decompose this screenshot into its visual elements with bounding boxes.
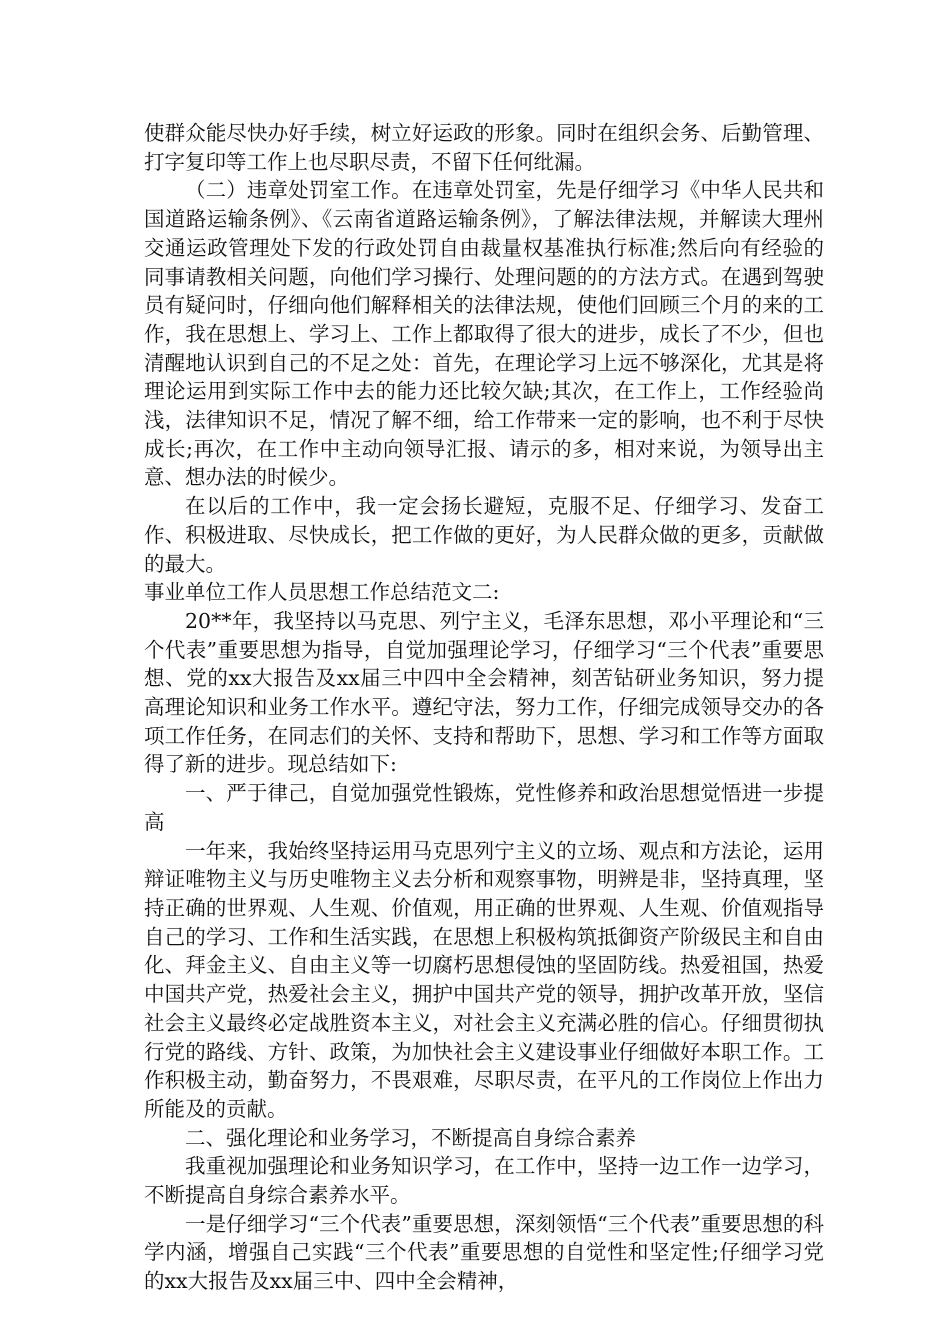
paragraph-penalty-office: （二）违章处罚室工作。在违章处罚室，先是仔细学习《中华人民共和国道路运输条例》、《云南省道路运输条例》，了解法律法规，并解读大理州交通运政管理处下发的行政处罚自由裁量权基准执行标准;然后向有经验的同事请教相关问题，向他们学习操行、处理问题的的方法方式。在遇到驾驶员有疑问时，仔细向他们解释相关的法律法规，使他们回顾三个月的来的工作，我在思想上、学习上、工作上都取得了很大的进步，成长了不少，但也清醒地认识到自己的不足之处：首先，在理论学习上远不够深化，尤其是将理论运用到实际工作中去的能力还比较欠缺;其次，在工作上，工作经验尚浅，法律知识不足，情况了解不细，给工作带来一定的影响，也不利于尽快成长;再次，在工作中主动向领导汇报、请示的多，相对来说，为领导出主意、想办法的时候少。 bbox=[144, 178, 824, 490]
heading-point-one: 一、严于律己，自觉加强党性锻炼，党性修养和政治思想觉悟进一步提高 bbox=[144, 781, 824, 834]
heading-point-two: 二、强化理论和业务学习，不断提高自身综合素养 bbox=[185, 1125, 636, 1150]
section-heading-sample-two: 事业单位工作人员思想工作总结范文二: bbox=[144, 580, 500, 605]
paragraph-point-two-first: 一是仔细学习“三个代表”重要思想，深刻领悟“三个代表”重要思想的科学内涵，增强自己实践“三个代表”重要思想的自觉性和坚定性;仔细学习党的xx大报告及xx届三中、四中全会精神， bbox=[144, 1211, 824, 1294]
paragraph-year-summary: 20**年，我坚持以马克思、列宁主义，毛泽东思想，邓小平理论和“三个代表”重要思想为指导，自觉加强理论学习，仔细学习“三个代表”重要思想、党的xx大报告及xx届三中四中全会精神，刻苦钻研业务知识，努力提高理论知识和业务工作水平。遵纪守法，努力工作，仔细完成领导交办的各项工作任务，在同志们的关怀、支持和帮助下，思想、学习和工作等方面取得了新的进步。现总结如下: bbox=[144, 608, 824, 777]
paragraph-point-two-intro: 我重视加强理论和业务知识学习，在工作中，坚持一边工作一边学习，不断提高自身综合素养水平。 bbox=[144, 1154, 824, 1208]
paragraph-future-work: 在以后的工作中，我一定会扬长避短，克服不足、仔细学习、发奋工作、积极进取、尽快成长，把工作做的更好，为人民群众做的更多，贡献做的最大。 bbox=[144, 494, 824, 576]
paragraph-continuation: 使群众能尽快办好手续，树立好运政的形象。同时在组织会务、后勤管理、打字复印等工作上也尽职尽责，不留下任何纰漏。 bbox=[144, 121, 824, 174]
paragraph-point-one-body: 一年来，我始终坚持运用马克思列宁主义的立场、观点和方法论，运用辩证唯物主义与历史唯物主义去分析和观察事物，明辨是非，坚持真理，坚持正确的世界观、人生观、价值观，用正确的世界观、人生观、价值观指导自己的学习、工作和生活实践，在思想上积极构筑抵御资产阶级民主和自由化、拜金主义、自由主义等一切腐朽思想侵蚀的坚固防线。热爱祖国，热爱中国共产党，热爱社会主义，拥护中国共产党的领导，拥护改革开放，坚信社会主义最终必定战胜资本主义，对社会主义充满必胜的信心。仔细贯彻执行党的路线、方针、政策，为加快社会主义建设事业仔细做好本职工作。工作积极主动，勤奋努力，不畏艰难，尽职尽责，在平凡的工作岗位上作出力所能及的贡献。 bbox=[144, 838, 824, 1121]
document-body bbox=[144, 119, 824, 1296]
